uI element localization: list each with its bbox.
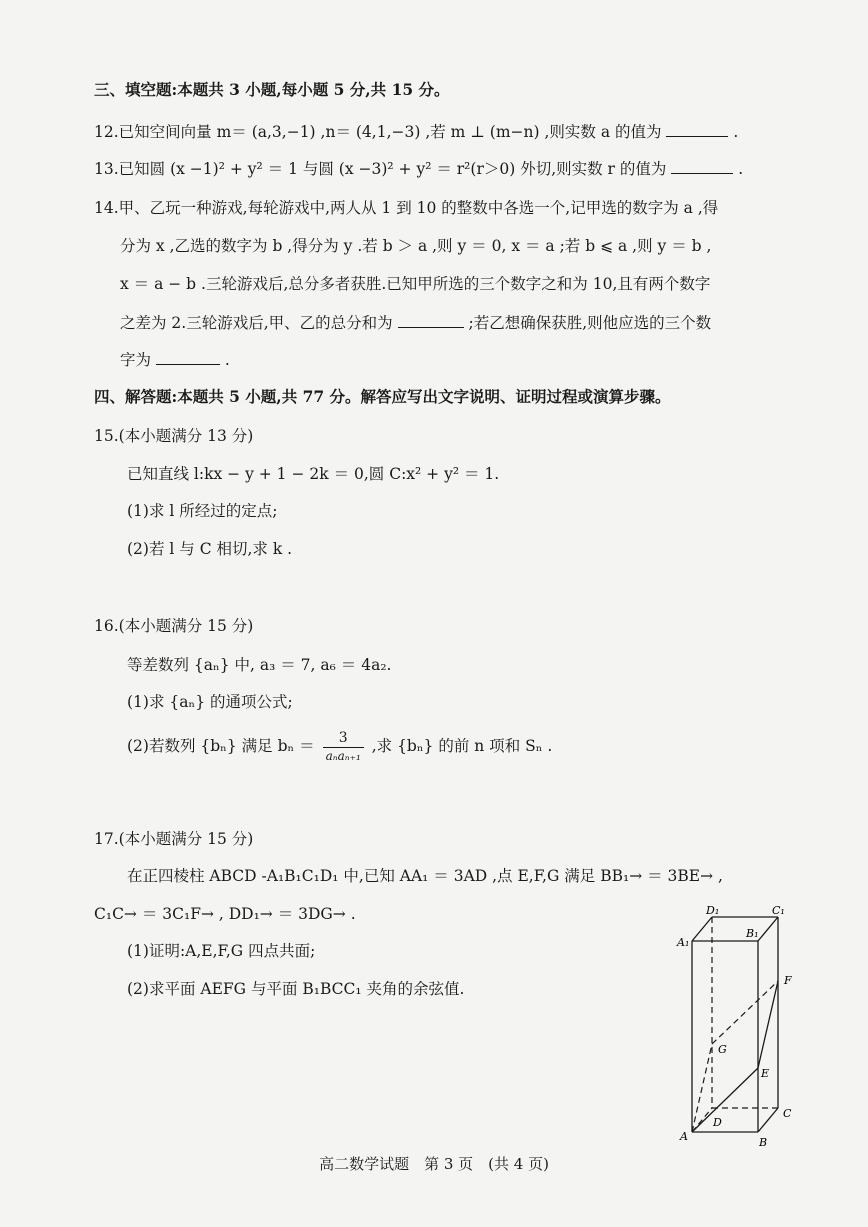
- fraction-numerator: 3: [323, 730, 364, 748]
- prism-figure: [670, 900, 810, 1150]
- section4-title: 四、解答题:本题共 5 小题,共 77 分。解答应写出文字说明、证明过程或演算步骤。: [94, 387, 671, 406]
- label-A: A: [680, 1130, 688, 1143]
- q12-text: 12.已知空间向量 m＝ (a,3,−1) ,n＝ (4,1,−3) ,若 m ⊥ (m−n) ,则实数 a 的值为: [94, 123, 662, 141]
- question-14-line-3: x ＝ a − b .三轮游戏后,总分多者获胜.已知甲所选的三个数字之和为 10,且有两个数字: [120, 275, 711, 293]
- q14-l4a: 之差为 2.三轮游戏后,甲、乙的总分和为: [120, 314, 393, 332]
- q16-p2a: (2)若数列 {bₙ} 满足 bₙ ＝: [127, 737, 315, 755]
- question-14-line-1: 14.甲、乙玩一种游戏,每轮游戏中,两人从 1 到 10 的整数中各选一个,记甲选的数字为 a ,得: [94, 199, 719, 217]
- question-12: [94, 121, 738, 142]
- label-C1: C₁: [772, 904, 785, 917]
- answer-blank: [666, 121, 728, 137]
- q15-part-2: (2)若 l 与 C 相切,求 k .: [127, 540, 293, 558]
- answer-blank: [671, 158, 733, 174]
- q16-part-2: [127, 726, 552, 766]
- q15-heading: 15.(本小题满分 13 分): [94, 427, 254, 445]
- q17-part-2: (2)求平面 AEFG 与平面 B₁BCC₁ 夹角的余弦值.: [127, 980, 465, 998]
- label-G: G: [718, 1043, 727, 1056]
- label-B1: B₁: [746, 927, 759, 940]
- label-F: F: [784, 974, 792, 987]
- label-A1: A₁: [677, 936, 690, 949]
- q16-stem: 等差数列 {aₙ} 中, a₃ ＝ 7, a₆ ＝ 4a₂.: [127, 656, 392, 674]
- q15-part-1: (1)求 l 所经过的定点;: [127, 502, 278, 520]
- q14-l4b: ;若乙想确保获胜,则他应选的三个数: [468, 314, 712, 332]
- q13-end: .: [738, 160, 744, 178]
- q12-end: .: [733, 123, 739, 141]
- question-14-line-4: [120, 312, 711, 333]
- answer-blank: [156, 349, 220, 365]
- page-footer: 高二数学试题 第 3 页 (共 4 页): [319, 1155, 549, 1173]
- q13-text: 13.已知圆 (x −1)² + y² ＝ 1 与圆 (x −3)² + y² ＝ r²(r＞0) 外切,则实数 r 的值为: [94, 160, 667, 178]
- section3-title: 三、填空题:本题共 3 小题,每小题 5 分,共 15 分。: [94, 80, 450, 99]
- q16-part-1: (1)求 {aₙ} 的通项公式;: [127, 693, 293, 711]
- question-14-line-2: 分为 x ,乙选的数字为 b ,得分为 y .若 b ＞ a ,则 y ＝ 0, x ＝ a ;若 b ⩽ a ,则 y ＝ b ,: [120, 237, 712, 255]
- q17-line-2: C₁C→ ＝ 3C₁F→ , DD₁→ ＝ 3DG→ .: [94, 905, 356, 923]
- q16-heading: 16.(本小题满分 15 分): [94, 617, 254, 635]
- question-13: [94, 158, 743, 179]
- fraction: [323, 730, 364, 764]
- label-E: E: [761, 1067, 770, 1080]
- label-D1: D₁: [706, 904, 720, 917]
- answer-blank: [398, 312, 464, 328]
- question-14-line-5: [120, 349, 230, 370]
- label-B: B: [759, 1136, 768, 1149]
- label-C: C: [783, 1107, 792, 1120]
- q16-p2b: ,求 {bₙ} 的前 n 项和 Sₙ .: [371, 737, 553, 755]
- q17-part-1: (1)证明:A,E,F,G 四点共面;: [127, 942, 316, 960]
- fraction-denominator: aₙaₙ₊₁: [325, 749, 361, 763]
- q17-line-1: 在正四棱柱 ABCD -A₁B₁C₁D₁ 中,已知 AA₁ ＝ 3AD ,点 E,F,G 满足 BB₁→ ＝ 3BE→ ,: [127, 867, 723, 885]
- q17-heading: 17.(本小题满分 15 分): [94, 830, 254, 848]
- label-D: D: [713, 1116, 722, 1129]
- q15-stem: 已知直线 l:kx − y + 1 − 2k ＝ 0,圆 C:x² + y² ＝ 1.: [127, 465, 500, 483]
- q14-l5: 字为: [120, 351, 152, 369]
- q14-l5-end: .: [224, 351, 230, 369]
